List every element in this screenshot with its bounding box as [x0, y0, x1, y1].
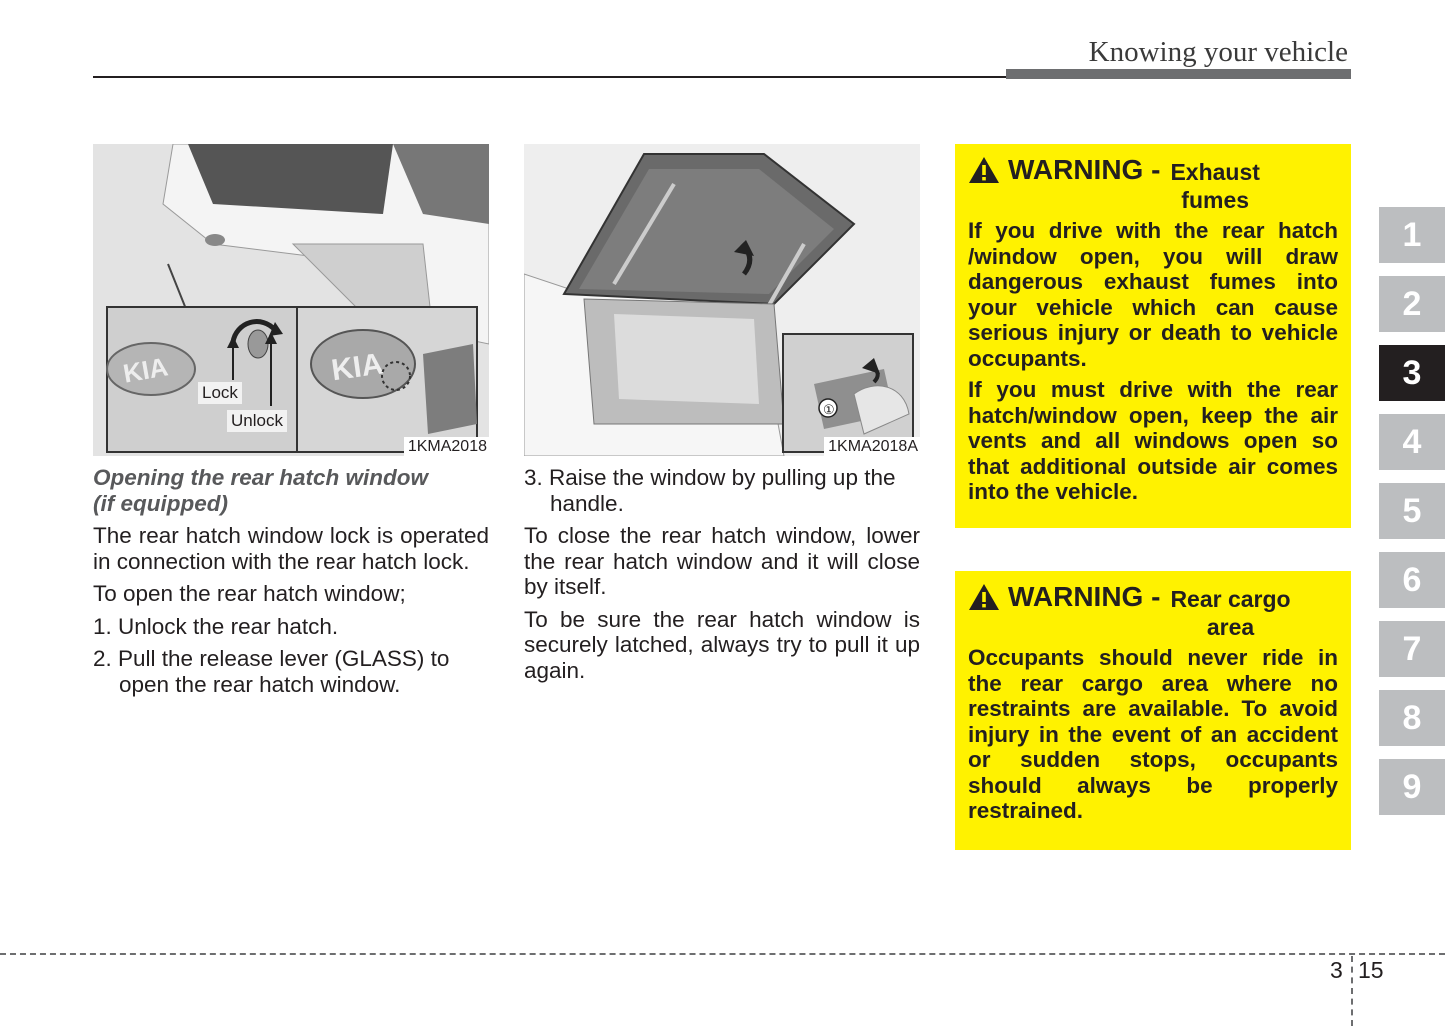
chapter-tab-5[interactable]: 5 [1379, 483, 1445, 539]
warning-body [968, 218, 1338, 505]
figure-code: 1KMA2018 [404, 437, 489, 456]
step-1: 1. Unlock the rear hatch. [93, 613, 339, 639]
figure-rear-hatch-lock [93, 144, 489, 456]
chapter-tab-6[interactable]: 6 [1379, 552, 1445, 608]
warning-paragraph-1: Occupants should never ride in the rear cargo area where no restraints are available. To avoid injury in the event of an accident or sudden stops, occupants should always be properly restrained. [968, 645, 1338, 823]
step-3: 3. Raise the window by pulling up the handle. [524, 465, 896, 516]
warning-exhaust-fumes [955, 144, 1351, 528]
caption-line-1: Opening the rear hatch window [93, 465, 429, 490]
chapter-tab-7[interactable]: 7 [1379, 621, 1445, 677]
warning-subject-line-2: area [1206, 614, 1255, 640]
paragraph-close: To close the rear hatch window, lower the rear hatch window and it will close by itself. [524, 523, 920, 599]
column-1 [93, 465, 489, 704]
warning-subject [1170, 154, 1259, 214]
paragraph-open-intro: To open the rear hatch window; [93, 581, 406, 606]
step-2: 2. Pull the release lever (GLASS) to open the rear hatch window. [93, 646, 450, 697]
callout-lock: Lock [198, 382, 242, 404]
warning-rear-cargo-area [955, 571, 1351, 850]
warning-body [968, 645, 1338, 824]
chapter-tab-9[interactable]: 9 [1379, 759, 1445, 815]
svg-text:KIA: KIA [120, 351, 171, 389]
warning-paragraph-2: If you must drive with the rear hatch/window open, keep the air vents and all windows open so that additional outside air comes into the vehicle. [968, 377, 1338, 504]
caption-line-2: (if equipped) [93, 490, 228, 516]
column-2 [524, 465, 920, 690]
warning-triangle-icon [968, 583, 1000, 611]
rear-hatch-lock-illustration [93, 144, 489, 456]
footer-divider [1351, 956, 1353, 1026]
paragraph-lock-info: The rear hatch window lock is operated in connection with the rear hatch lock. [93, 523, 489, 574]
chapter-tab-1[interactable]: 1 [1379, 207, 1445, 263]
figure-code: 1KMA2018A [824, 437, 920, 456]
callout-unlock: Unlock [227, 410, 287, 432]
chapter-tab-3[interactable]: 3 [1379, 345, 1445, 401]
header-bar [1006, 69, 1351, 79]
running-header: Knowing your vehicle [1088, 36, 1348, 68]
header-rule [93, 76, 1006, 78]
warning-paragraph-1: If you drive with the rear hatch /window open, you will draw dangerous exhaust fumes into your vehicle which can cause serious injury or death to vehicle occupants. [968, 218, 1338, 371]
figure-rear-hatch-open [524, 144, 920, 456]
figure-caption [93, 465, 489, 516]
warning-subject [1170, 581, 1290, 641]
callout-marker: ① [823, 402, 835, 417]
rear-hatch-open-illustration [524, 144, 920, 456]
warning-triangle-icon [968, 156, 1000, 184]
page-number: 15 [1358, 957, 1384, 983]
svg-text:KIA: KIA [329, 347, 386, 388]
warning-subject-line-1: Exhaust [1170, 159, 1260, 185]
warning-word: WARNING - [1008, 154, 1161, 185]
warning-header [968, 581, 1338, 641]
chapter-tab-4[interactable]: 4 [1379, 414, 1445, 470]
page-section-number: 3 [1330, 957, 1343, 983]
warning-word: WARNING - [1008, 581, 1161, 612]
footer-rule [0, 953, 1445, 955]
chapter-tab-2[interactable]: 2 [1379, 276, 1445, 332]
warning-subject-line-1: Rear cargo [1170, 586, 1291, 612]
chapter-tab-8[interactable]: 8 [1379, 690, 1445, 746]
warning-subject-line-2: fumes [1181, 187, 1250, 213]
warning-header [968, 154, 1338, 214]
paragraph-latch-check: To be sure the rear hatch window is securely latched, always try to pull it up again. [524, 606, 920, 683]
